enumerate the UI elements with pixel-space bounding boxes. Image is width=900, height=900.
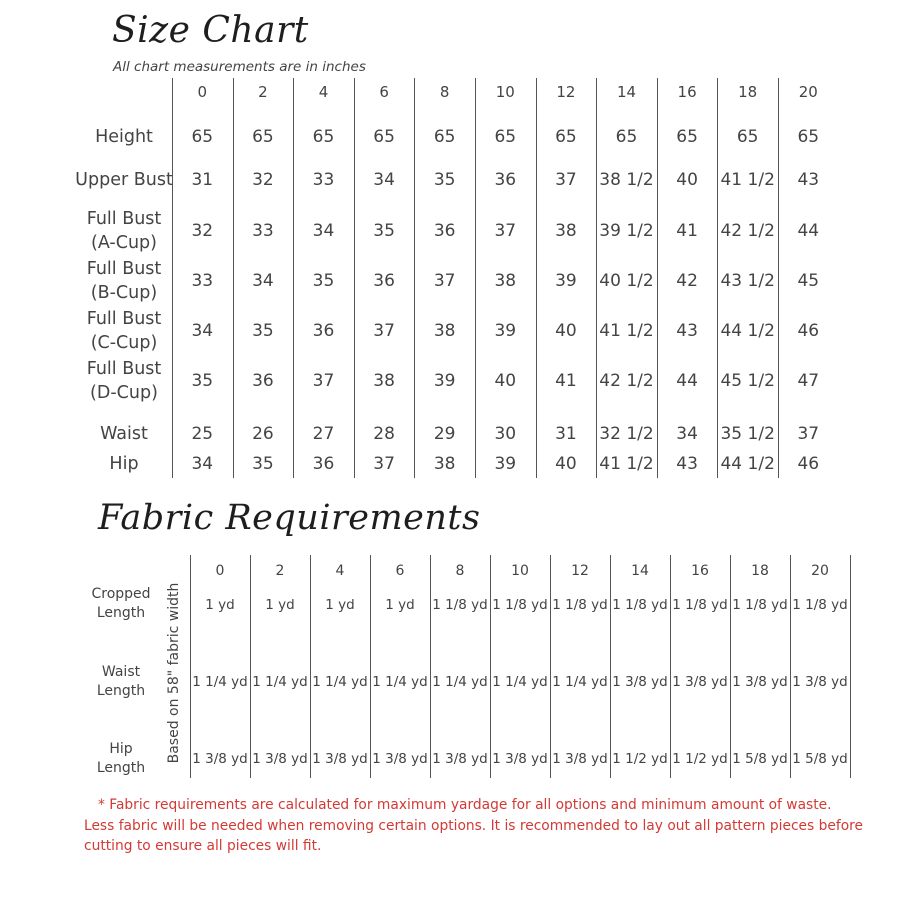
fabric-value-cell: 1 3/8 yd [612,674,668,690]
fabric-column-line [670,555,671,778]
size-value-cell: 46 [797,454,820,474]
size-row-label [95,125,153,149]
fabric-header-cell: 8 [455,563,465,579]
size-value-cell: 65 [373,127,395,147]
size-value-cell: 36 [433,221,456,241]
size-row-label [75,168,173,192]
fabric-row-label-line: Length [96,605,146,621]
size-value-cell: 39 [555,271,577,291]
size-value-cell: 38 [494,271,517,291]
size-value-cell: 34 [312,221,335,241]
size-chart-column-line [354,78,355,478]
size-value-cell: 65 [797,127,820,147]
fabric-header-cell: 6 [395,563,405,579]
fabric-column-line [850,555,851,778]
size-row-label-line: (A-Cup) [91,233,157,253]
size-value-cell: 29 [433,424,456,444]
fabric-column-line [190,555,191,778]
fabric-width-note: Based on 58" fabric width [166,582,182,764]
fabric-header-cell: 10 [511,563,529,579]
size-row-label [100,422,148,446]
fabric-value-cell: 1 3/8 yd [492,751,548,767]
size-chart-column-line [778,78,779,478]
size-value-cell: 32 [252,170,274,190]
size-header-cell: 20 [798,83,818,101]
size-value-cell: 35 [252,454,274,474]
size-value-cell: 65 [676,127,698,147]
size-header-cell: 8 [439,83,450,101]
size-value-cell: 40 1/2 [599,271,654,291]
size-value-cell: 38 [433,454,456,474]
fabric-column-line [310,555,311,778]
size-value-cell: 35 [433,170,456,190]
size-value-cell: 36 [312,454,335,474]
size-value-cell: 65 [494,127,517,147]
size-value-cell: 40 [676,170,698,190]
size-value-cell: 41 [555,371,577,391]
fabric-header-cell: 2 [275,563,285,579]
size-value-cell: 42 1/2 [599,371,654,391]
size-value-cell: 40 [555,321,577,341]
size-value-cell: 35 [191,371,214,391]
fabric-value-cell: 1 yd [385,597,415,613]
size-value-cell: 33 [191,271,214,291]
size-value-cell: 40 [555,454,577,474]
size-value-cell: 34 [373,170,395,190]
size-header-cell: 2 [258,83,268,101]
fabric-header-cell: 14 [631,563,649,579]
size-row-label-line: Full Bust [86,209,162,229]
fabric-value-cell: 1 5/8 yd [732,751,788,767]
size-row-label [109,452,138,476]
size-value-cell: 37 [373,454,395,474]
size-value-cell: 26 [252,424,274,444]
fabric-value-cell: 1 yd [265,597,295,613]
fabric-value-cell: 1 1/8 yd [612,597,668,613]
size-value-cell: 38 1/2 [599,170,654,190]
size-value-cell: 45 [797,271,820,291]
size-row-label [87,357,162,405]
size-value-cell: 43 [676,454,698,474]
size-row-label [87,307,162,355]
size-value-cell: 41 1/2 [599,454,654,474]
size-value-cell: 33 [312,170,335,190]
size-header-cell: 16 [677,83,697,101]
fabric-header-cell: 18 [751,563,769,579]
fabric-column-line [610,555,611,778]
fabric-value-cell: 1 1/4 yd [372,674,428,690]
size-row-label-line: Hip [109,454,139,474]
size-header-cell: 0 [197,83,208,101]
size-value-cell: 37 [433,271,456,291]
fabric-value-cell: 1 3/8 yd [792,674,848,690]
size-value-cell: 34 [191,321,214,341]
fabric-header-cell: 4 [335,563,345,579]
fabric-value-cell: 1 1/4 yd [312,674,368,690]
size-value-cell: 34 [676,424,698,444]
size-value-cell: 39 [494,454,517,474]
size-value-cell: 39 1/2 [599,221,654,241]
size-value-cell: 37 [373,321,395,341]
size-value-cell: 33 [252,221,274,241]
size-value-cell: 36 [312,321,335,341]
size-value-cell: 39 [494,321,517,341]
size-chart-column-line [475,78,476,478]
size-value-cell: 32 [191,221,214,241]
size-value-cell: 44 1/2 [720,454,775,474]
size-value-cell: 38 [373,371,395,391]
size-row-label-line: Upper Bust [75,170,173,190]
size-header-cell: 18 [738,83,758,101]
size-value-cell: 35 1/2 [720,424,775,444]
fabric-column-line [430,555,431,778]
fabric-value-cell: 1 3/8 yd [192,751,248,767]
size-row-label-line: Full Bust [86,259,162,279]
size-value-cell: 31 [191,170,214,190]
size-value-cell: 37 [494,221,517,241]
size-value-cell: 41 [676,221,698,241]
fabric-header-cell: 0 [215,563,225,579]
size-chart-subtitle: All chart measurements are in inches [113,59,366,75]
fabric-column-line [370,555,371,778]
fabric-value-cell: 1 3/8 yd [372,751,428,767]
fabric-header-cell: 20 [811,563,829,579]
fabric-footnote: * Fabric requirements are calculated for maximum yardage for all options and minimum amount of waste. Less fabric will be needed when removing certain options. It is recommended to lay out all pattern pieces before cutting to ensure all pieces will fit. [84,797,864,854]
size-value-cell: 44 [797,221,820,241]
size-row-label [87,207,162,255]
fabric-value-cell: 1 1/8 yd [552,597,608,613]
fabric-value-cell: 1 1/2 yd [672,751,728,767]
size-value-cell: 38 [555,221,577,241]
size-value-cell: 46 [797,321,820,341]
fabric-value-cell: 1 1/2 yd [612,751,668,767]
fabric-row-label [97,663,145,701]
fabric-value-cell: 1 yd [325,597,355,613]
fabric-row-label-line: Length [96,760,146,776]
fabric-value-cell: 1 1/8 yd [492,597,548,613]
size-value-cell: 34 [191,454,214,474]
size-chart-column-line [233,78,234,478]
size-value-cell: 36 [373,271,395,291]
size-chart-column-line [293,78,294,478]
size-row-label-line: Full Bust [86,359,162,379]
size-row-label [87,257,162,305]
size-chart-column-line [717,78,718,478]
fabric-row-label [97,740,145,778]
fabric-column-line [730,555,731,778]
fabric-header-cell: 16 [691,563,709,579]
size-value-cell: 47 [797,371,820,391]
fabric-value-cell: 1 1/4 yd [492,674,548,690]
size-value-cell: 35 [252,321,274,341]
size-row-label-line: Height [95,127,153,147]
size-value-cell: 37 [312,371,335,391]
fabric-column-line [790,555,791,778]
fabric-value-cell: 1 1/8 yd [792,597,848,613]
size-chart-title: Size Chart [112,10,309,51]
fabric-value-cell: 1 1/8 yd [672,597,728,613]
fabric-column-line [490,555,491,778]
size-value-cell: 39 [433,371,456,391]
fabric-row-label-line: Length [96,683,146,699]
size-value-cell: 65 [252,127,274,147]
size-chart-column-line [172,78,173,478]
size-value-cell: 65 [555,127,577,147]
size-header-cell: 10 [495,83,515,101]
size-value-cell: 41 1/2 [720,170,775,190]
fabric-column-line [550,555,551,778]
size-value-cell: 65 [433,127,456,147]
size-value-cell: 40 [494,371,517,391]
size-header-cell: 6 [379,83,389,101]
size-value-cell: 34 [252,271,274,291]
fabric-value-cell: 1 1/4 yd [252,674,308,690]
size-header-cell: 4 [318,83,329,101]
size-value-cell: 32 1/2 [599,424,654,444]
fabric-column-line [250,555,251,778]
size-value-cell: 42 [676,271,698,291]
fabric-value-cell: 1 3/8 yd [552,751,608,767]
size-value-cell: 37 [555,170,577,190]
size-value-cell: 35 [373,221,395,241]
fabric-value-cell: 1 5/8 yd [792,751,848,767]
fabric-value-cell: 1 1/8 yd [432,597,488,613]
size-chart-column-line [536,78,537,478]
size-row-label-line: (C-Cup) [90,333,158,353]
size-value-cell: 31 [555,424,577,444]
size-header-cell: 12 [556,83,576,101]
size-value-cell: 38 [433,321,456,341]
fabric-row-label-line: Hip [109,741,133,757]
size-value-cell: 41 1/2 [599,321,654,341]
size-value-cell: 43 1/2 [720,271,775,291]
size-value-cell: 28 [373,424,395,444]
size-row-label-line: (D-Cup) [90,383,158,403]
size-value-cell: 65 [191,127,214,147]
size-value-cell: 36 [252,371,274,391]
fabric-value-cell: 1 1/4 yd [192,674,248,690]
size-value-cell: 43 [797,170,820,190]
size-value-cell: 65 [615,127,638,147]
size-value-cell: 30 [494,424,517,444]
size-value-cell: 36 [494,170,517,190]
fabric-value-cell: 1 3/8 yd [672,674,728,690]
size-value-cell: 35 [312,271,335,291]
fabric-requirements-title: Fabric Requirements [98,498,481,538]
fabric-value-cell: 1 3/8 yd [312,751,368,767]
size-header-cell: 14 [616,83,637,101]
fabric-value-cell: 1 1/4 yd [552,674,608,690]
fabric-value-cell: 1 yd [205,597,235,613]
size-value-cell: 37 [797,424,820,444]
fabric-value-cell: 1 1/4 yd [432,674,488,690]
size-chart-column-line [596,78,597,478]
fabric-value-cell: 1 3/8 yd [432,751,488,767]
fabric-row-label [91,585,150,623]
fabric-value-cell: 1 3/8 yd [252,751,308,767]
size-row-label-line: Full Bust [86,309,162,329]
size-value-cell: 25 [191,424,214,444]
size-value-cell: 42 1/2 [720,221,775,241]
size-value-cell: 43 [676,321,698,341]
size-row-label-line: (B-Cup) [90,283,158,303]
size-value-cell: 45 1/2 [720,371,775,391]
size-value-cell: 27 [312,424,335,444]
size-value-cell: 44 [676,371,698,391]
fabric-header-cell: 12 [571,563,589,579]
fabric-row-label-line: Cropped [91,586,151,602]
size-value-cell: 65 [312,127,335,147]
size-value-cell: 65 [736,127,759,147]
fabric-value-cell: 1 3/8 yd [732,674,788,690]
fabric-value-cell: 1 1/8 yd [732,597,788,613]
size-chart-column-line [657,78,658,478]
size-chart-column-line [414,78,415,478]
size-row-label-line: Waist [100,424,148,444]
fabric-row-label-line: Waist [101,664,141,680]
size-value-cell: 44 1/2 [720,321,775,341]
